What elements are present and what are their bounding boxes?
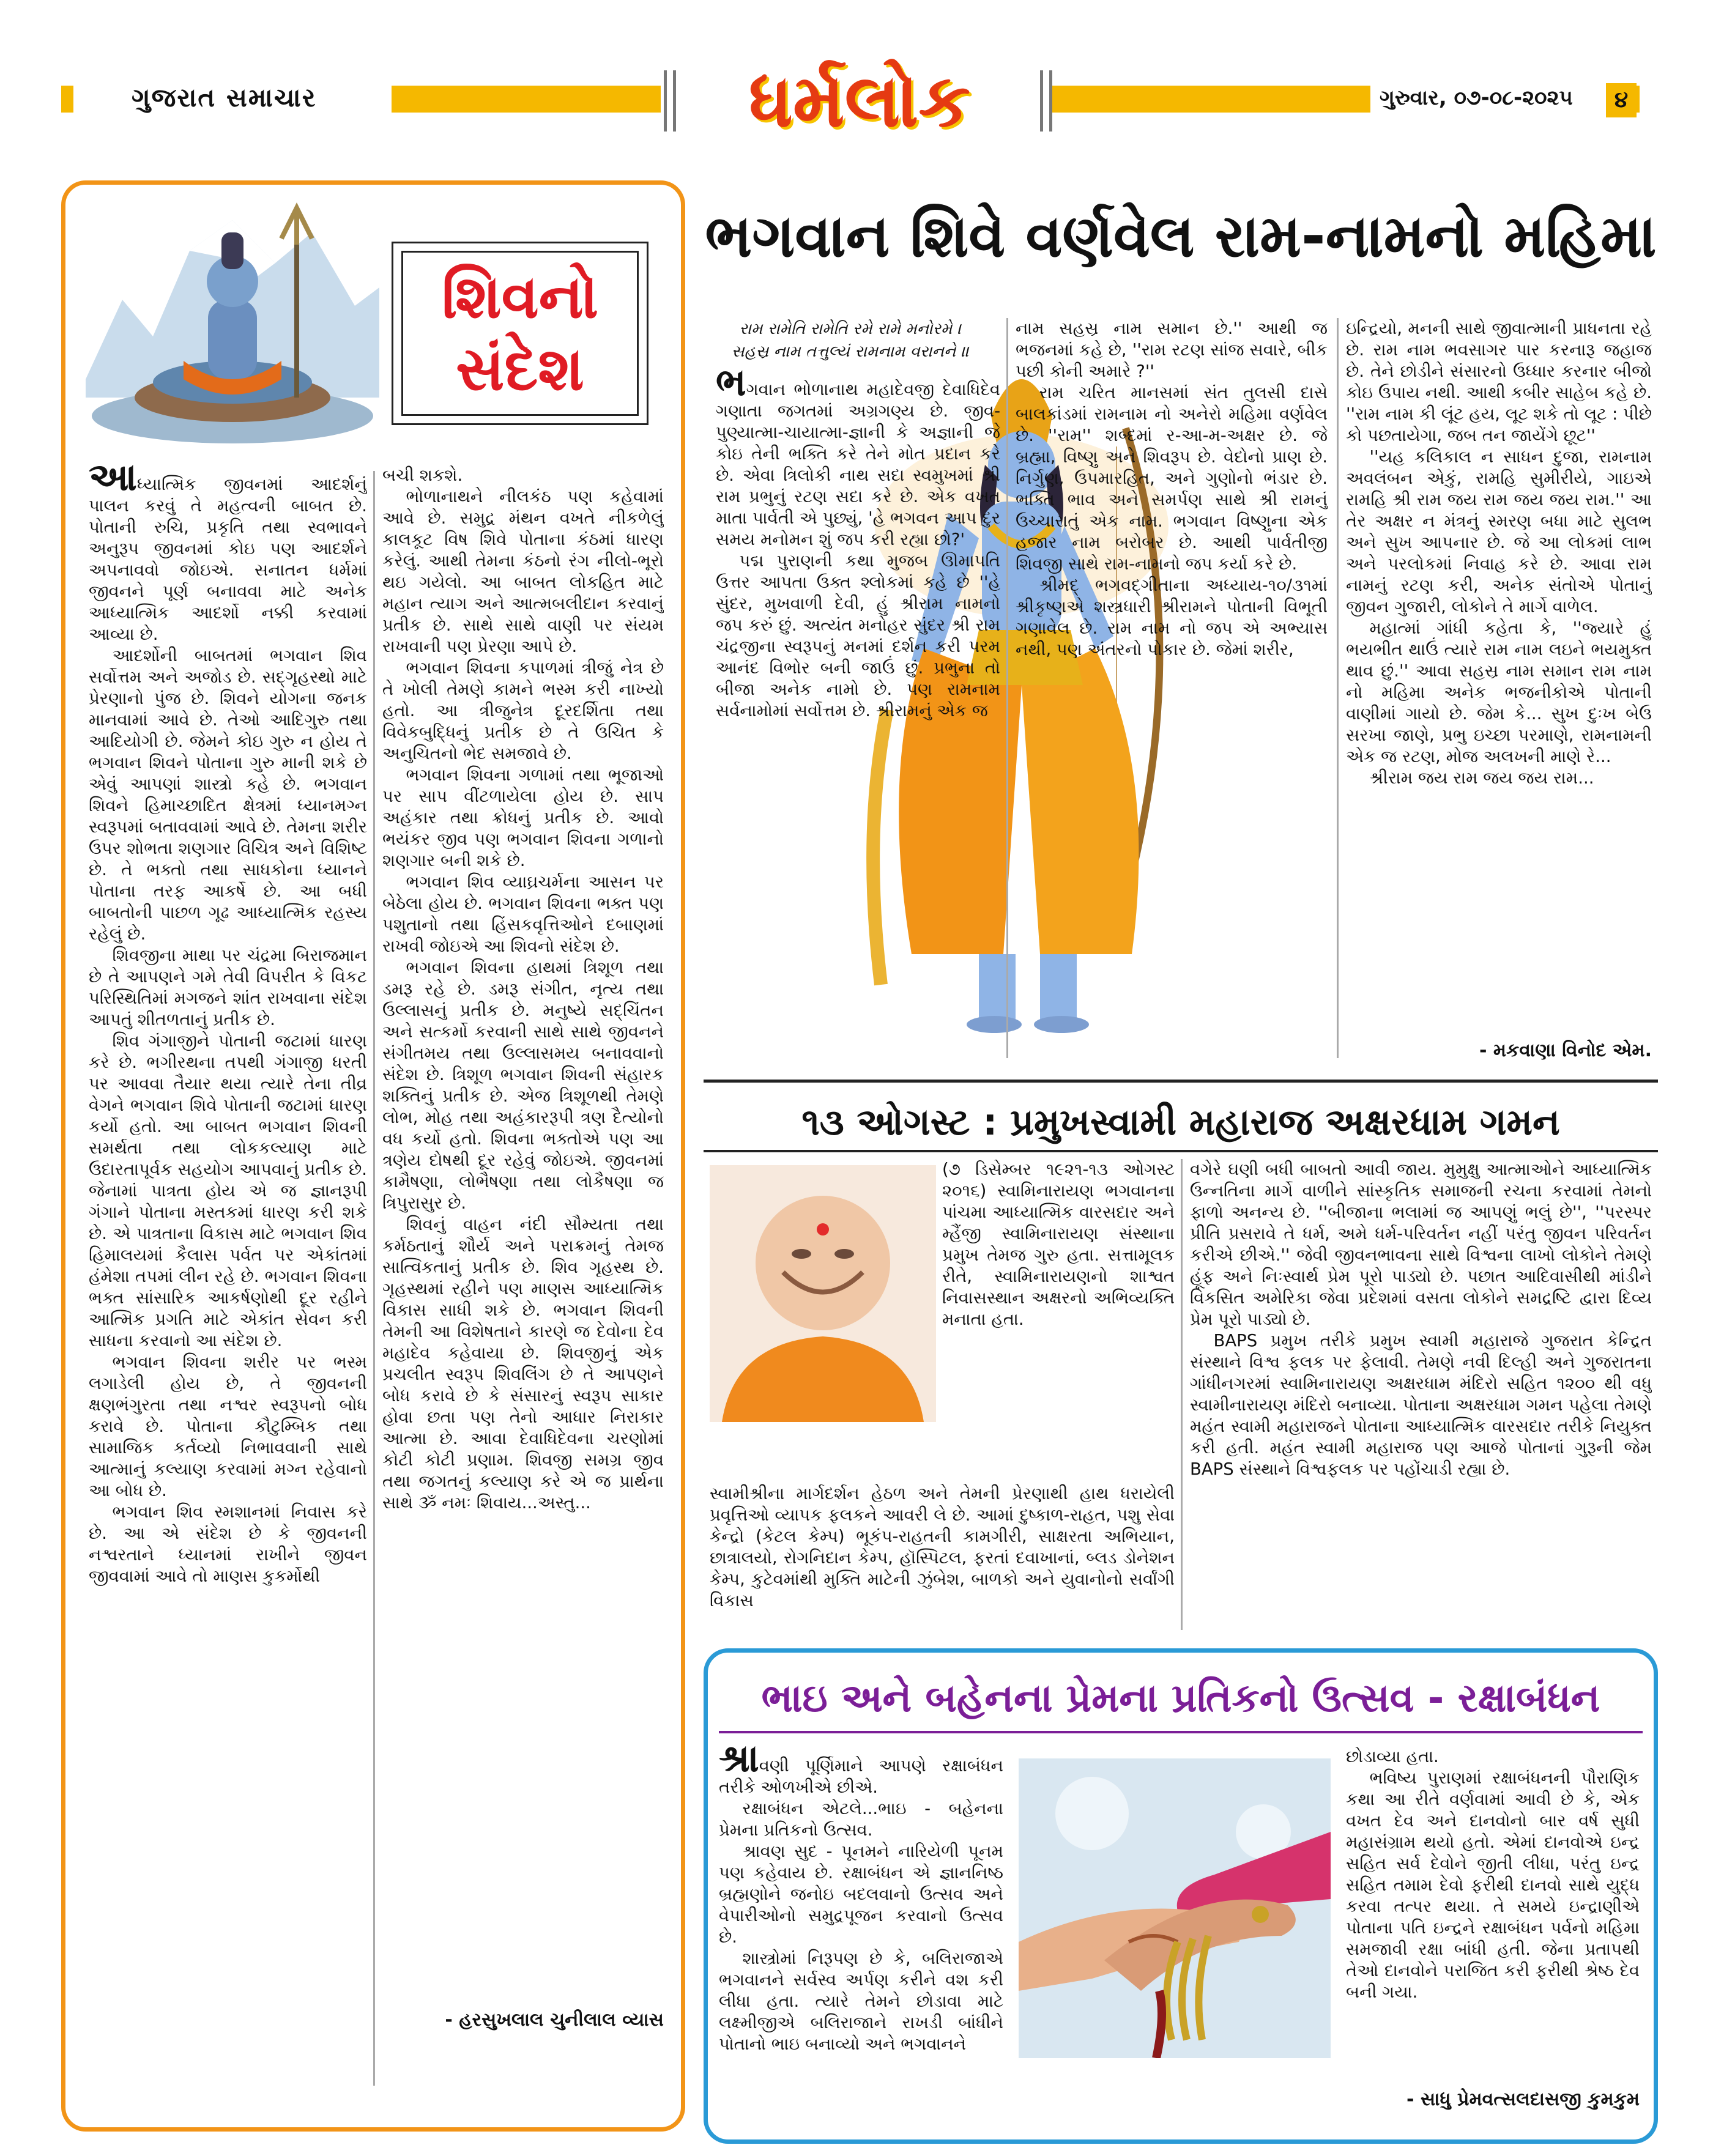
paragraph: શિવ ગંગાજીને પોતાની જટામાં ધારણ કરે છે. ભગીરથના તપથી ગંગાજી ધરતી પર આવવા તૈયાર થયા ત્યારે તેના તીવ્ર વેગને ભગવાન શિવે પોતાની જટામાં ધારણ કર્યો હતો. આ બાબત ભગવાન શિવની સમર્થતા તથા લોકકલ્યાણ માટે ઉદારતાપૂર્વક સહયોગ આપવાનું પ્રતીક છે. જેનામાં પાત્રતા હોય એ જ જ્ઞાનરૂપી ગંગાને પોતાના મસ્તકમાં ધારણ કરી શકે છે. એ પાત્રતાના વિકાસ માટે ભગવાન શિવ હિમાલયમાં કૈલાસ પર્વત પર એકાંતમાં હંમેશા તપમાં લીન રહે છે. ભગવાન શિવના ભક્ત સાંસારિક આકર્ષણોથી દૂર રહીને આત્મિક પ્રગતિ માટે એકાંત સેવન કરી સાધના કરવાનો આ સંદેશ છે. (89, 1031, 367, 1350)
paragraph (89, 465, 367, 645)
swami-column-1-top (942, 1159, 1175, 1489)
paragraph: ભવિષ્ય પુરાણમાં રક્ષાબંધનની પૌરાણિક કથા આ રીતે વર્ણવામાં આવી છે કે, એક વખત દેવ અને દાનવોનો બાર વર્ષ સુધી મહાસંગ્રામ થયો હતો. એમાં દાનવોએ ઇન્દ્ર સહિત સર્વ દેવોને જીતી લીધા, પરંતુ ઇન્દ્ર સહિત તમામ દેવો ફરીથી દાનવો સાથે યુદ્ધ કરવા તત્પર થયા. તે સમયે ઇન્દ્રાણીએ પોતાના પતિ ઇન્દ્રને રક્ષાબંધન પર્વનો મહિમા સમજાવી રક્ષા બાંધી હતી. જેના પ્રતાપથી તેઓ દાનવોને પરાજિત કરી ફરીથી શ્રેષ્ઠ દેવ બની ગયા. (1346, 1768, 1640, 2002)
raksha-column-2 (1346, 1746, 1640, 2089)
raksha-article-headline: ભાઇ અને બહેનના પ્રેમના પ્રતિકનો ઉત્સવ - રક્ષાબંધન (761, 1676, 1600, 1721)
headline-rule (704, 1150, 1658, 1152)
paragraph: BAPS પ્રમુખ તરીકે પ્રમુખ સ્વામી મહારાજે ગુજરાત કેન્દ્રિત સંસ્થાને વિશ્વ ફલક પર ફેલાવી. તેમણે નવી દિલ્હી અને ગુજરાતના ગાંધીનગરમાં સ્વામિનારાયણ અક્ષરધામ મંદિરો સહિત ૧૨૦૦ થી વધુ સ્વામીનારાયણ મંદિરો બનાવ્યા. પોતાના અક્ષરધામ ગમન પહેલા તેમણે મહંત સ્વામી મહારાજને પોતાના આધ્યાત્મિક વારસદાર તરીકે નિયુક્ત કરી હતી. મહંત સ્વામી મહારાજ પણ આજે પોતાનાં ગુરૂની જેમ BAPS સંસ્થાને વિશ્વફલક પર પહોંચાડી રહ્યા છે. (1190, 1331, 1652, 1479)
paragraph: શ્રાવણ સુદ - પૂનમને નારિયેળી પૂનમ પણ કહેવાય છે. રક્ષાબંધન એ જ્ઞાનનિષ્ઠ બ્રહ્મણોને જનોઇ બદલવાનો ઉત્સવ અને વેપારીઓનો સમુદ્રપૂજન કરવાનો ઉત્સવ છે. (719, 1842, 1003, 1947)
raksha-column-1 (719, 1746, 1003, 2089)
section-rule (704, 1080, 1658, 1083)
paragraph: ભગવાન શિવના શરીર પર ભસ્મ લગાડેલી હોય છે, તે જીવનની ક્ષણભંગુરતા તથા નશ્વર સ્વરૂપનો બોધ કરાવે છે. પોતાના કૌટુમ્બિક તથા સામાજિક કર્તવ્યો નિભાવવાની સાથે આત્માનું કલ્યાણ કરવામાં મગ્ન રહેવાનો આ બોધ છે. (89, 1352, 367, 1500)
rakhi-hands-image (1019, 1758, 1331, 2058)
shiva-meditating-image (86, 196, 379, 446)
drop-cap: શ્રા (719, 1746, 759, 1780)
ram-author: - મકવાણા વિનોદ એમ. (1479, 1040, 1652, 1061)
paragraph: રક્ષાબંધન એટલે...ભાઇ - બહેનના પ્રેમના પ્રતિકનો ઉત્સવ. (719, 1799, 1003, 1840)
column-divider (373, 471, 375, 2086)
paragraph: ભોળાનાથને નીલકંઠ પણ કહેવામાં આવે છે. સમુદ્ર મંથન વખતે નીકળેલું કાલકૂટ વિષ શિવે પોતાના કંઠમાં ધારણ કરેલું. આથી તેમના કંઠનો રંગ નીલો-ભૂરો થઇ ગયેલો. આ બાબત લોકહિત માટે મહાન ત્યાગ અને આત્મબલીદાન કરવાનું પ્રતીક છે. સાથે સાથે વાણી પર સંયમ રાખવાની પણ પ્રેરણા આપે છે. (382, 487, 664, 656)
paragraph-text: વણી પૂર્ણિમાને આપણે રક્ષાબંધન તરીકે ઓળખીએ છીએ. (719, 1756, 1003, 1797)
paragraph: શ્રીરામ જય રામ જય જય રામ... (1369, 768, 1594, 788)
paragraph (719, 1746, 1003, 1798)
ram-article-headline: ભગવાન શિવે વર્ણવેલ રામ-નામનો મહિમા (705, 202, 1657, 270)
shiva-author: - હરસુખલાલ ચુનીલાલ વ્યાસ (445, 2009, 664, 2031)
raksha-author: - સાધુ પ્રેમવત્સલદાસજી કુમકુમ (1406, 2089, 1640, 2110)
ram-column-1 (716, 370, 1000, 1064)
shiva-title-box (401, 251, 639, 416)
paragraph: શાસ્ત્રોમાં નિરૂપણ છે કે, બલિરાજાએ ભગવાનને સર્વસ્વ અર્પણ કરીને વશ કરી લીધા હતા. ત્યારે તેમને છોડાવા માટે લક્ષ્મીજીએ બલિરાજાને રાખડી બાંધીને પોતાનો ભાઇ બનાવ્યો અને ભગવાનને (719, 1949, 1003, 2054)
paragraph-text: ધ્યાત્મિક જીવનમાં આદર્શનું પાલન કરવું તે મહત્વની બાબત છે. પોતાની રુચિ, પ્રકૃતિ તથા સ્વભાવને અનુરૂપ જીવનમાં કોઇ પણ આદર્શને અપનાવવો જોઇએ. સનાતન ધર્મમાં જીવનને પૂર્ણ બનાવવા માટે અનેક આધ્યાત્મિક આદર્શો નક્કી કરવામાં આવ્યા છે. (89, 475, 367, 644)
header-divider (673, 70, 676, 132)
shiva-column-2 (382, 465, 664, 2006)
paragraph: ભગવાન શિવ સ્મશાનમાં નિવાસ કરે છે. આ એ સંદેશ છે કે જીવનની નશ્વરતાને ધ્યાનમાં રાખીને જીવન જીવવામાં આવે તો માણસ કુકર્મોથી (89, 1502, 367, 1586)
issue-date: ગુરુવાર, ૦૭-૦૮-૨૦૨૫ (1380, 86, 1573, 110)
paragraph: ભગવાન શિવ વ્યાઘ્રચર્મના આસન પર બેઠેલા હોય છે. ભગવાન શિવના ભક્ત પણ પશુતાનો તથા હિંસકવૃત્તિઓને દબાણમાં રાખવી જોઇએ આ શિવનો સંદેશ છે. (382, 872, 664, 956)
ram-column-3 (1346, 318, 1652, 1037)
paragraph: શિવજીના માથા પર ચંદ્રમા બિરાજમાન છે તે આપણને ગમે તેવી વિપરીત કે વિકટ પરિસ્થિતિમાં મગજને શાંત રાખવાના સંદેશ આપતું શીતળતાનું પ્રતીક છે. (89, 946, 367, 1029)
paragraph: રામ ચરિત માનસમાં સંત તુલસી દાસે બાલકાંડમાં રામનામ નો અનેરો મહિમા વર્ણવેલ છે. ''રામ'' શબ્દમાં ર-આ-મ-અક્ષર છે. જે બ્રહ્મા, વિષ્ણુ અને શિવરૂપ છે. વેદોનો પ્રાણ છે. નિર્ગુણ, ઉપમારહિત, અને ગુણોનો ભંડાર છે. ભક્તિ ભાવ અને સમર્પણ સાથે શ્રી રામનું ઉચ્ચારાતું એક નામ. ભગવાન વિષ્ણુના એક હજાર નામ બરોબર છે. આથી પાર્વતીજી શિવજી સાથે રામ-નામનો જપ કર્યા કરે છે. (1016, 383, 1328, 574)
paragraph-text: ગવાન ભોળાનાથ મહાદેવજી દેવાધિદેવ ગણાતા જગતમાં અગ્રગણ્ય છે. જીવ-પુણ્યાત્મા-ચાયાત્મા-જ્ઞાની કે અજ્ઞાની જે કોઇ તેની ભક્તિ કરે તેને મોત પ્રદાન કરે છે. એવા ત્રિલોકી નાથ સદા સ્વમુખમાં શ્રી રામ પ્રભુનું રટણ સદા કરે છે. એક વખત માતા પાર્વતી એ પુછ્યું, 'હે ભગવન આપ દુર સમય મનોમન શું જપ કરી રહ્યા છો?' (716, 380, 1000, 549)
section-logo: ધર્મલોક (748, 57, 971, 144)
paragraph: ભગવાન શિવના હાથમાં ત્રિશૂળ તથા ડમરૂ રહે છે. ડમરૂ સંગીત, નૃત્ય તથા ઉલ્લાસનું પ્રતીક છે. મનુષ્યે સદ્‌ચિંતન અને સત્કર્મો કરવાની સાથે સાથે જીવનને સંગીતમય તથા ઉલ્લાસમય બનાવવાનો સંદેશ છે. ત્રિશૂળ ભગવાન શિવની સંહારક શક્તિનું પ્રતીક છે. એજ ત્રિશૂળથી તેમણે લોભ, મોહ તથા અહંકારરૂપી ત્રણ દૈત્યોનો વધ કર્યો હતો. શિવના ભક્તોએ પણ આ ત્રણેય દોષથી દૂર રહેવું જોઇએ. જીવનમાં કામૈષણા, લોભૈષણા તથા લોકૈષણા જ ત્રિપુરાસુર છે. (382, 958, 664, 1213)
paragraph: (૭ ડિસેમ્બર ૧૯૨૧-૧૩ ઓગસ્ટ ૨૦૧૬) સ્વામિનારાયણ ભગવાનના પાંચમા આધ્યાત્મિક વારસદાર અને મ્હૈંજી સ્વામિનારાયણ સંસ્થાના પ્રમુખ તેમજ ગુરુ હતા. સત્તામૂલક રીતે, સ્વામિનારાયણનો શાશ્વત નિવાસસ્થાન અક્ષરનો અભિવ્યક્તિ મનાતા હતા. (942, 1160, 1175, 1329)
pramukh-swami-photo (710, 1165, 936, 1422)
headline-rule (719, 1731, 1643, 1733)
paragraph: સ્વામીશ્રીના માર્ગદર્શન હેઠળ અને તેમની પ્રેરણાથી હાથ ધરાયેલી પ્રવૃત્તિઓ વ્યાપક ફલકને આવરી લે છે. આમાં દુષ્કાળ-રાહત, પશુ સેવા કેન્દ્રો (કેટલ કેમ્પ) ભૂકંપ-રાહતની કામગીરી, સાક્ષરતા અભિયાન, છાત્રાલયો, રોગનિદાન કેમ્પ, હૉસ્પિટલ, ફરતાં દવાખાનાં, બ્લડ ડોનેશન કેમ્પ, કુટેવમાંથી મુક્તિ માટેની ઝુંબેશ, બાળકો અને યુવાનોનો સર્વાંગી વિકાસ (710, 1484, 1175, 1610)
paragraph: શિવનું વાહન નંદી સૌમ્યતા તથા કર્મઠતાનું શૌર્ય અને પરાક્રમનું તેમજ સાત્વિકતાનું પ્રતીક છે. શિવ ગૃહસ્થ છે. ગૃહસ્થમાં રહીને પણ માણસ આધ્યાત્મિક વિકાસ સાધી શકે છે. ભગવાન શિવની તેમની આ વિશેષતાને કારણે જ દેવોના દેવ મહાદેવ કહેવાયા છે. શિવજીનું એક પ્રચલીત સ્વરૂપ શિવલિંગ છે તે આપણને બોધ કરાવે છે કે સંસારનું સ્વરૂપ સાકાર હોવા છતા પણ તેનો આધાર નિરાકાર આત્મા છે. આવા દેવાધિદેવના ચરણોમાં કોટી કોટી પ્રણામ. શિવજી સમગ્ર જીવ તથા જગતનું કલ્યાણ કરે એ જ પ્રાર્થના સાથે ૐ નમઃ શિવાય...અસ્તુ... (382, 1215, 664, 1513)
shiva-title-line1: શિવનો (441, 262, 599, 332)
paragraph: બચી શકશે. (382, 465, 463, 485)
swami-article-headline: ૧૩ ઓગસ્ટ : પ્રમુખસ્વામી મહારાજ અક્ષરધામ ગમન (801, 1101, 1560, 1144)
paragraph: ભગવાન શિવના કપાળમાં ત્રીજું નેત્ર છે તે ખોલી તેમણે કામને ભસ્મ કરી નાખ્યો હતો. આ ત્રીજુનેત્ર દૂરદર્શિતા તથા વિવેકબુદ્ધિનું પ્રતીક છે તે ઉચિત કે અનુચિતનો ભેદ સમજાવે છે. (382, 658, 664, 763)
paragraph (716, 370, 1000, 550)
header-divider (664, 70, 667, 132)
shiva-title-line2: સંદેશ (456, 335, 584, 404)
paragraph: વગેરે ઘણી બધી બાબતો આવી જાય. મુમુક્ષુ આત્માઓને આધ્યાત્મિક ઉન્નતિના માર્ગે વાળીને સાંસ્કૃતિક સમાજની રચના કરવામાં તેમનો ફાળો અનન્ય છે. ''બીજાના ભલામાં જ આપણું ભલું છે'', ''પરસ્પર પ્રીતિ પ્રસરાવે તે ધર્મ, અમે ધર્મ-પરિવર્તન નહીં પરંતુ જીવન પરિવર્તન કરીએ છીએ.'' જેવી જીવનભાવના સાથે વિશ્વના લાખો લોકોને તેમણે હૂંફ અને નિઃસ્વાર્થ પ્રેમ પૂરો પાડ્યો છે. પછાત આદિવાસીથી માંડીને વિકસિત અમેરિકા જેવા પ્રદેશમાં વસતા લોકોને સમદ્રષ્ટિ દ્વારા દિવ્ય પ્રેમ પૂરો પાડ્યો છે. (1190, 1160, 1652, 1329)
paragraph: છોડાવ્યા હતા. (1346, 1747, 1439, 1766)
paragraph: આદર્શોની બાબતમાં ભગવાન શિવ સર્વોત્તમ અને અજોડ છે. સદ્‌ગૃહસ્થો માટે પ્રેરણાનો પુંજ છે. શિવને યોગના જનક માનવામાં આવે છે. તેઓ આદિગુરુ તથા આદિયોગી છે. જેમને કોઇ ગુરુ ન હોય તે ભગવાન શિવને પોતાના ગુરુ માની શકે છે એવું આપણાં શાસ્ત્રો કહે છે. ભગવાન શિવને હિમાચ્છાદિત ક્ષેત્રમાં ધ્યાનમગ્ન સ્વરૂપમાં બતાવવામાં આવે છે. તેમના શરીર ઉપર શોભતા શણગાર વિચિત્ર અને વિશિષ્ટ છે. તે ભક્તો તથા સાધકોના ધ્યાનને પોતાના તરફ આકર્ષે છે. આ બધી બાબતોની પાછળ ગૂઢ આધ્યાત્મિક રહસ્ય રહેલું છે. (89, 646, 367, 944)
swami-column-2 (1190, 1159, 1652, 1636)
column-divider (1181, 1159, 1183, 1630)
column-divider (1337, 318, 1339, 1058)
drop-cap: ભ (716, 370, 746, 404)
paragraph: પદ્મ પુરાણની કથા મુજબ ઊમાપતિ ઉત્તર આપતા ઉક્ત શ્લોકમાં કહે છે ''હે સુંદર, મુખવાળી દેવી, હું શ્રીરામ નામનો જપ કરું છું. અત્યંત મનોહર સુંદર શ્રી રામ ચંદ્રજીના સ્વરૂપનું મનમાં દર્શન કરી પરમ આનંદ વિભોર બની જાઉં છું. પ્રભુના તો બીજા અનેક નામો છે. પણ રામનામ સર્વનામોમાં સર્વોત્તમ છે. શ્રીરામનું એક જ (716, 551, 1000, 721)
paragraph: ભગવાન શિવના ગળામાં તથા ભૂજાઓ પર સાપ વીંટળાયેલા હોય છે. સાપ અહંકાર તથા ક્રોધનું પ્રતીક છે. આવો ભયંકર જીવ પણ ભગવાન શિવના ગળાનો શણગાર બની શકે છે. (382, 765, 664, 870)
newspaper-name: ગુજરાત સમાચાર (132, 83, 317, 113)
verse-line: રામ રામેતિ રામેતિ રમે રામે મનોરમે । (739, 320, 962, 338)
ram-column-2 (1016, 318, 1328, 1061)
paragraph: મહાત્માં ગાંધી કહેતા કે, ''જ્યારે હું ભયભીત થાઉં ત્યારે રામ નામ લઇને ભયમુક્ત થાવ છું.'' આવા સહસ્ર નામ સમાન રામ નામ નો મહિમા અનેક ભજનીકોએ પોતાની વાણીમાં ગાયો છે. જેમ કે... સુખ દુઃખ બેઉ સરખા જાણે, પ્રભુ ઇચ્છા પરમાણે, રામનામની એક જ રટણ, મોજ અલખની માણે રે... (1346, 618, 1652, 766)
paragraph: ઇન્દ્રિયો, મનની સાથે જીવાત્માની પ્રાધનતા રહે છે. રામ નામ ભવસાગર પાર કરનારૂ જહાજ છે. તેને છોડીને સંસારનો ઉધ્ધાર કરનાર બીજો કોઇ ઉપાય નથી. આથી કબીર સાહેબ કહે છે. ''રામ નામ કી લૂંટ હય, લૂટ શકે તો લૂટ : પીછે કો પછતાયેગા, જબ તન જાયેંગે છૂટ'' (1346, 319, 1652, 445)
paragraph: શ્રીમદ્ ભગવદ્‌ગીતાના અધ્યાય-૧૦/૩૧માં શ્રીકૃષ્ણએ શસ્ત્રધારી શ્રીરામને પોતાની વિભૂતી ગણાવેલ છે. રામ નામ નો જપ એ અભ્યાસ નથી, પણ અંતરનો પોકાર છે. જેમાં શરીર, (1016, 576, 1328, 659)
page-number: ૪ (1606, 83, 1637, 117)
drop-cap: આ (89, 465, 137, 499)
header-divider (1040, 70, 1043, 132)
shiva-column-1 (89, 465, 367, 2110)
swami-column-1-bottom (710, 1483, 1175, 1630)
paragraph: નામ સહસ્ર નામ સમાન છે.'' આથી જ ભજનમાં કહે છે, ''રામ રટણ સાંજ સવારે, બીક પછી કોની અમારે ?'' (1016, 319, 1328, 381)
paragraph: ''યહ કલિકાલ ન સાધન દુજા, રામનામ અવલંબન એકું, રામહિ સુમીરીયે, ગાઇએ રામહિ શ્રી રામ જય રામ જય જય રામ.'' આ તેર અક્ષર ન મંત્રનું સ્મરણ બધા માટે સુલભ અને સુખ આપનાર છે. જે આ લોકમાં લાભ અને પરલોકમાં નિવાહ કરે છે. આવા રામ નામનું રટણ કરી, અનેક સંતોએ પોતાનું જીવન ગુજારી, લોકોને તે માર્ગે વાળેલ. (1346, 447, 1652, 617)
verse-line: સહસ્ર નામ તત્તુલ્યં રામનામ વરાનને ॥ (731, 343, 970, 361)
header-divider (1049, 70, 1052, 132)
column-divider (1006, 318, 1008, 1058)
